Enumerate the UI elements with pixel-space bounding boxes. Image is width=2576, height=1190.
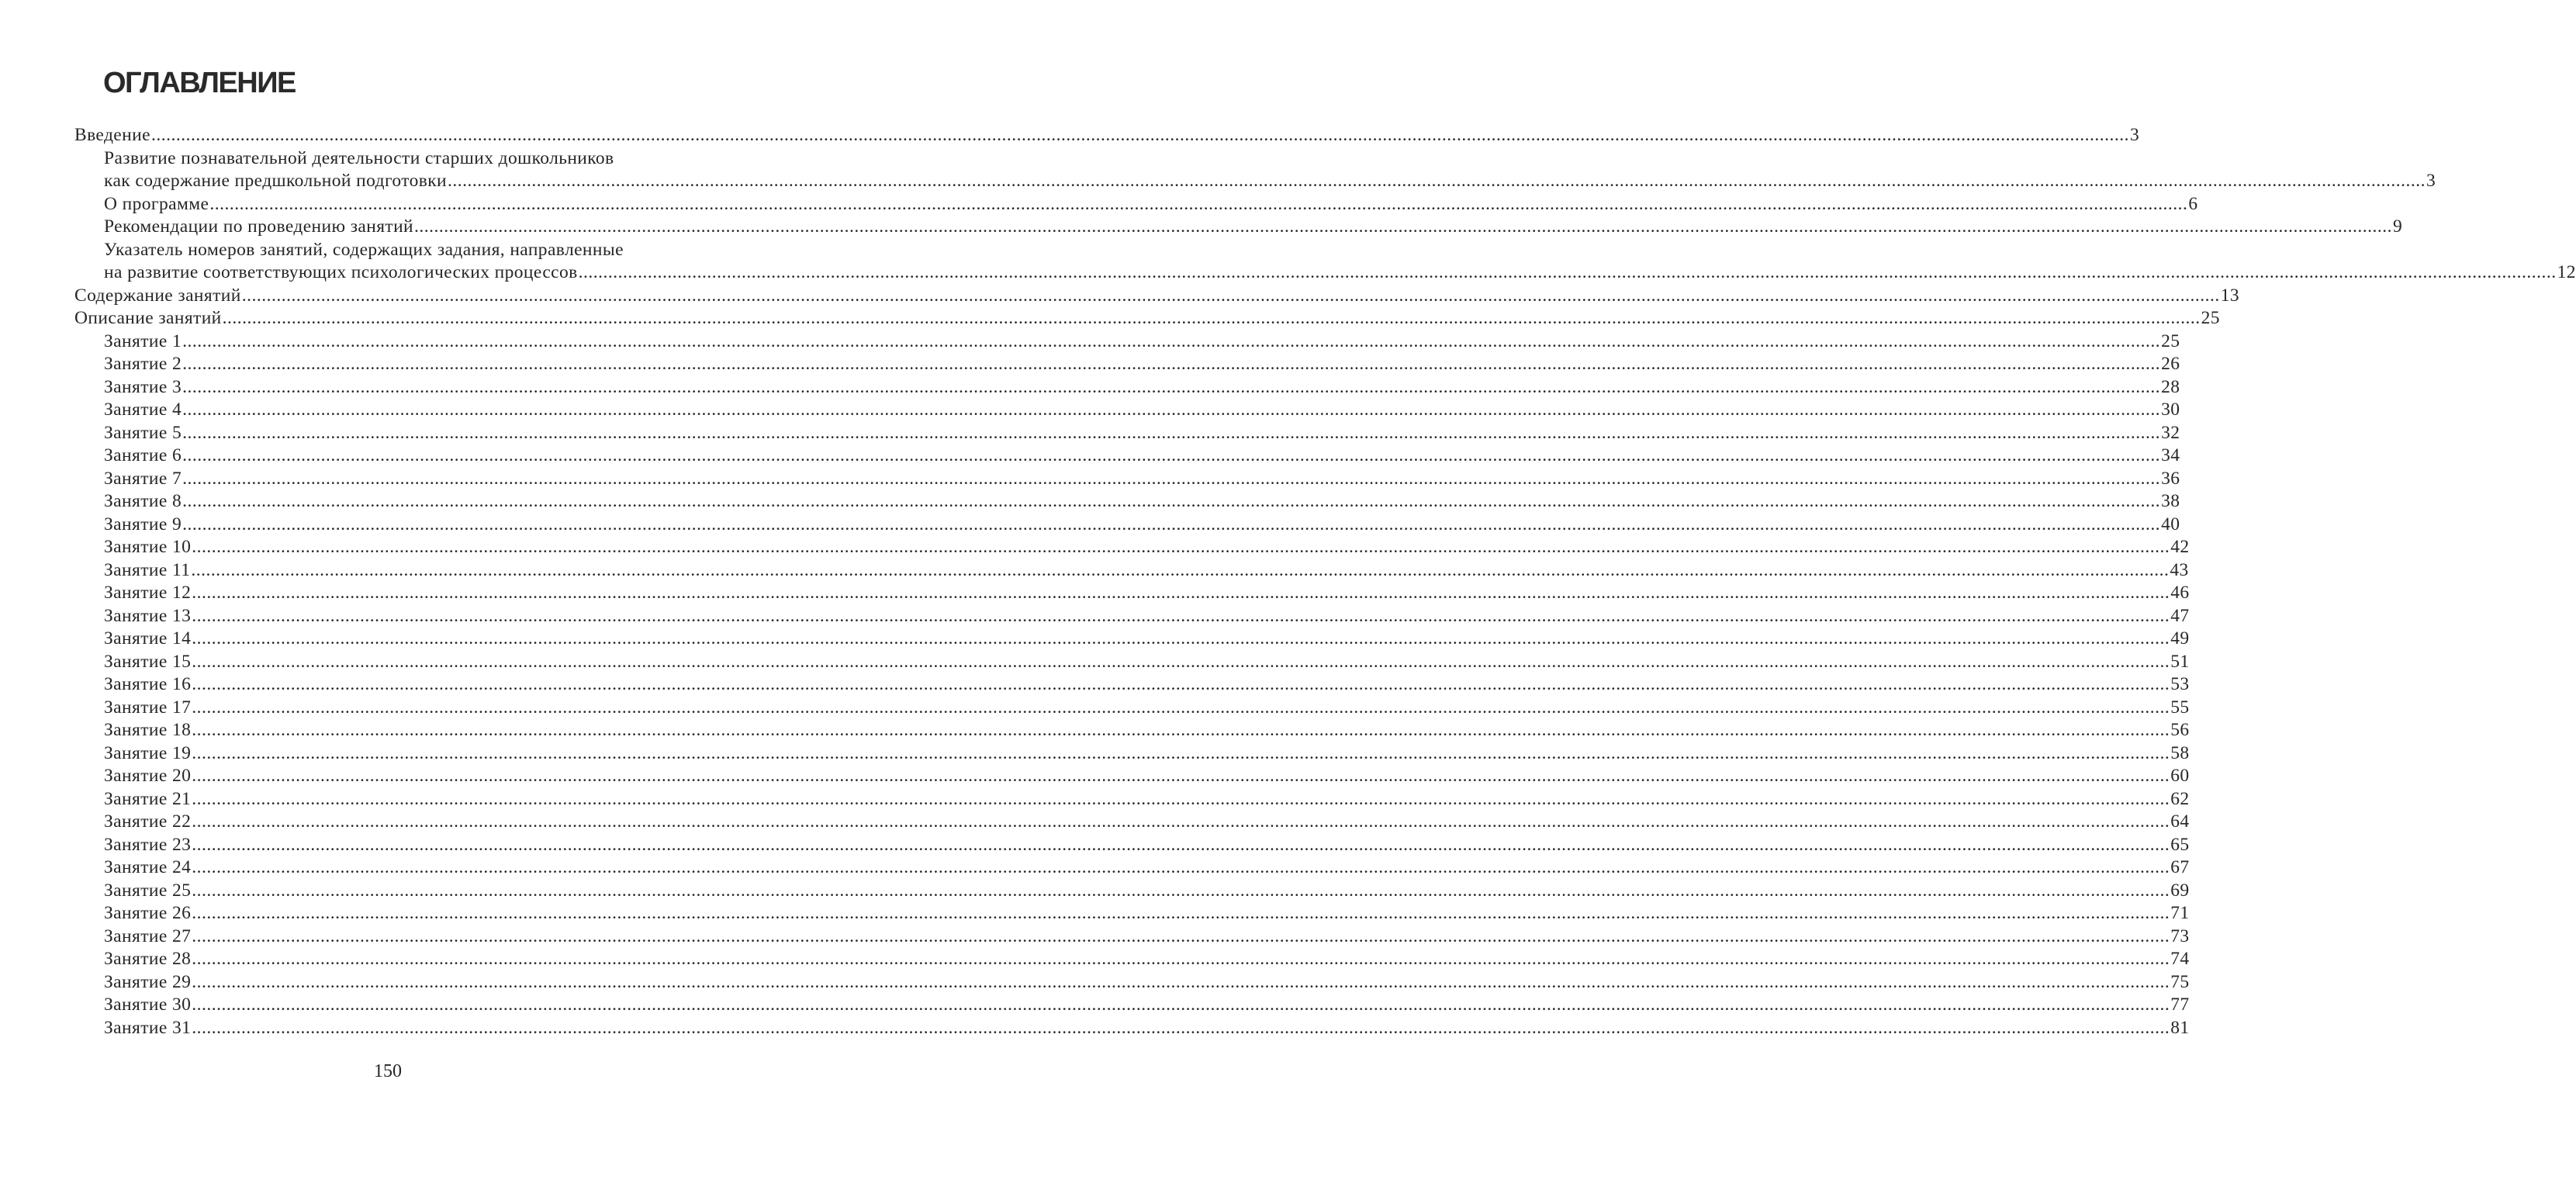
toc-entry-page: 3: [2426, 171, 2436, 191]
toc-entry[interactable]: [74, 697, 2190, 720]
toc-entry[interactable]: [74, 399, 2180, 422]
toc-entry[interactable]: [74, 856, 2190, 880]
toc-entry-title: Занятие 24: [104, 857, 192, 877]
dot-leader: ................................................................................................................................................................................................................................................................................................................................................................................................................: [150, 125, 2129, 145]
toc-entry[interactable]: [74, 307, 2220, 330]
toc-entry-title: Занятие 7: [104, 468, 182, 489]
dot-leader: ................................................................................................................................................................................................................................................................................................................................................................................................................: [578, 262, 2557, 282]
toc-entry[interactable]: [74, 788, 2190, 811]
toc-entry-page: 47: [2170, 605, 2190, 626]
toc-entry[interactable]: [74, 559, 2189, 583]
toc-entry[interactable]: [74, 124, 2140, 147]
toc-entry-page: 43: [2170, 559, 2189, 580]
toc-entry[interactable]: [74, 605, 2190, 628]
toc-entry-page: 28: [2161, 376, 2180, 397]
toc-entry[interactable]: [74, 490, 2180, 514]
toc-entry-page: 6: [2188, 193, 2198, 214]
dot-leader: ................................................................................................................................................................................................................................................................................................................................................................................................................: [192, 720, 2170, 740]
toc-entry-page: 56: [2170, 720, 2190, 740]
toc-entry-page: 9: [2393, 216, 2403, 237]
table-of-contents: [74, 124, 2576, 1040]
toc-entry-title: Занятие 29: [104, 971, 192, 992]
dot-leader: ................................................................................................................................................................................................................................................................................................................................................................................................................: [192, 766, 2170, 786]
dot-leader: ................................................................................................................................................................................................................................................................................................................................................................................................................: [182, 468, 2161, 489]
toc-entry[interactable]: [74, 948, 2190, 971]
toc-entry[interactable]: [74, 994, 2190, 1017]
toc-entry-page: 77: [2170, 995, 2190, 1015]
toc-entry-title: на развитие соответствующих психологических процессов: [104, 262, 578, 282]
toc-entry[interactable]: [74, 811, 2190, 834]
toc-entry-page: 32: [2161, 422, 2180, 443]
toc-entry-page: 69: [2170, 880, 2190, 901]
toc-entry-title: Занятие 4: [104, 400, 182, 420]
toc-entry[interactable]: [74, 765, 2190, 788]
toc-entry-title: Занятие 14: [104, 628, 192, 649]
toc-entry-page: 55: [2170, 697, 2190, 718]
toc-entry-page: 65: [2170, 834, 2190, 855]
toc-entry[interactable]: [74, 285, 2240, 308]
toc-entry-title: Занятие 30: [104, 995, 192, 1015]
toc-entry-page: 58: [2170, 742, 2190, 763]
toc-entry[interactable]: [74, 719, 2190, 742]
toc-entry[interactable]: [74, 834, 2190, 857]
dot-leader: ................................................................................................................................................................................................................................................................................................................................................................................................................: [209, 193, 2188, 214]
toc-entry-page: 46: [2170, 583, 2190, 603]
toc-entry-page: 53: [2170, 674, 2190, 694]
toc-entry[interactable]: [74, 193, 2198, 216]
page-number: 150: [374, 1061, 402, 1081]
toc-entry[interactable]: [74, 445, 2180, 468]
dot-leader: ................................................................................................................................................................................................................................................................................................................................................................................................................: [241, 285, 2220, 306]
toc-entry-title: Введение: [74, 125, 150, 145]
toc-entry-title: Занятие 15: [104, 651, 192, 672]
toc-entry-page: 3: [2129, 125, 2140, 145]
toc-entry-title: Занятие 21: [104, 788, 192, 809]
toc-entry-page: 30: [2161, 400, 2180, 420]
dot-leader: ................................................................................................................................................................................................................................................................................................................................................................................................................: [414, 216, 2393, 237]
toc-entry-title: Занятие 25: [104, 880, 192, 901]
dot-leader: ................................................................................................................................................................................................................................................................................................................................................................................................................: [192, 903, 2170, 923]
dot-leader: ................................................................................................................................................................................................................................................................................................................................................................................................................: [192, 857, 2170, 877]
toc-entry[interactable]: [74, 673, 2190, 697]
dot-leader: ................................................................................................................................................................................................................................................................................................................................................................................................................: [192, 583, 2170, 603]
toc-entry-title: О программе: [104, 193, 209, 214]
dot-leader: ................................................................................................................................................................................................................................................................................................................................................................................................................: [192, 788, 2170, 809]
toc-entry-page: 67: [2170, 857, 2190, 877]
toc-entry-title: Занятие 19: [104, 742, 192, 763]
toc-entry-title: Занятие 9: [104, 514, 182, 534]
toc-entry-lead-line: Указатель номеров занятий, содержащих задания, направленные: [104, 239, 624, 260]
toc-entry[interactable]: [74, 170, 2436, 193]
dot-leader: ................................................................................................................................................................................................................................................................................................................................................................................................................: [192, 742, 2170, 763]
toc-entry-title: Занятие 13: [104, 605, 192, 626]
dot-leader: ................................................................................................................................................................................................................................................................................................................................................................................................................: [192, 605, 2170, 626]
toc-entry-title: Занятие 28: [104, 949, 192, 969]
dot-leader: ................................................................................................................................................................................................................................................................................................................................................................................................................: [182, 330, 2161, 351]
toc-entry-title: Занятие 2: [104, 354, 182, 374]
toc-entry-lead-line: Развитие познавательной деятельности старших дошкольников: [104, 147, 614, 168]
dot-leader: ................................................................................................................................................................................................................................................................................................................................................................................................................: [182, 514, 2161, 534]
dot-leader: ................................................................................................................................................................................................................................................................................................................................................................................................................: [182, 354, 2161, 374]
toc-entry-page: 25: [2201, 308, 2220, 328]
toc-entry-title: Занятие 16: [104, 674, 192, 694]
dot-leader: ................................................................................................................................................................................................................................................................................................................................................................................................................: [182, 422, 2161, 443]
toc-entry[interactable]: [74, 514, 2180, 537]
toc-entry[interactable]: [74, 925, 2190, 949]
toc-entry-page: 73: [2170, 925, 2190, 946]
dot-leader: ................................................................................................................................................................................................................................................................................................................................................................................................................: [192, 834, 2170, 855]
toc-entry[interactable]: [74, 353, 2180, 376]
dot-leader: ................................................................................................................................................................................................................................................................................................................................................................................................................: [192, 995, 2170, 1015]
dot-leader: ................................................................................................................................................................................................................................................................................................................................................................................................................: [192, 949, 2170, 969]
dot-leader: ................................................................................................................................................................................................................................................................................................................................................................................................................: [192, 537, 2170, 557]
toc-entry[interactable]: [74, 651, 2190, 674]
toc-entry-title: Занятие 23: [104, 834, 192, 855]
toc-entry-page: 71: [2170, 903, 2190, 923]
toc-entry-page: 60: [2170, 766, 2190, 786]
toc-entry-page: 75: [2170, 971, 2190, 992]
toc-entry-page: 51: [2170, 651, 2190, 672]
toc-entry-page: 81: [2170, 1017, 2190, 1038]
toc-entry-title: Занятие 6: [104, 445, 182, 465]
toc-entry-page: 25: [2161, 330, 2180, 351]
toc-entry-title: Занятие 20: [104, 766, 192, 786]
dot-leader: ................................................................................................................................................................................................................................................................................................................................................................................................................: [182, 445, 2161, 465]
toc-entry[interactable]: [74, 468, 2180, 491]
toc-entry-title: Занятие 10: [104, 537, 192, 557]
toc-entry[interactable]: [74, 1017, 2190, 1040]
toc-entry-title: Описание занятий: [74, 308, 222, 328]
toc-entry-title: Занятие 8: [104, 491, 182, 511]
toc-entry[interactable]: [74, 216, 2403, 239]
toc-entry-title: Содержание занятий: [74, 285, 241, 306]
toc-entry-title: Занятие 26: [104, 903, 192, 923]
toc-entry-title: Занятие 1: [104, 330, 182, 351]
toc-entry-page: 74: [2170, 949, 2190, 969]
toc-entry-page: 12: [2557, 262, 2576, 282]
toc-entry[interactable]: [74, 376, 2180, 400]
toc-entry-title: Занятие 31: [104, 1017, 192, 1038]
toc-entry-title: Занятие 11: [104, 559, 191, 580]
toc-entry-page: 62: [2170, 788, 2190, 809]
dot-leader: ................................................................................................................................................................................................................................................................................................................................................................................................................: [192, 1017, 2170, 1038]
dot-leader: ................................................................................................................................................................................................................................................................................................................................................................................................................: [192, 925, 2170, 946]
toc-entry-page: 64: [2170, 811, 2190, 832]
toc-entry-page: 38: [2161, 491, 2180, 511]
dot-leader: ................................................................................................................................................................................................................................................................................................................................................................................................................: [192, 971, 2170, 992]
dot-leader: ................................................................................................................................................................................................................................................................................................................................................................................................................: [192, 880, 2170, 901]
toc-entry-page: 40: [2161, 514, 2180, 534]
toc-entry-title: как содержание предшкольной подготовки: [104, 171, 448, 191]
toc-entry[interactable]: [74, 536, 2190, 559]
toc-entry[interactable]: [74, 261, 2576, 285]
toc-entry-title: Занятие 12: [104, 583, 192, 603]
dot-leader: ................................................................................................................................................................................................................................................................................................................................................................................................................: [191, 559, 2170, 580]
toc-entry[interactable]: [74, 628, 2190, 651]
toc-entry[interactable]: [74, 971, 2190, 995]
dot-leader: ................................................................................................................................................................................................................................................................................................................................................................................................................: [182, 400, 2161, 420]
toc-entry-page: 42: [2170, 537, 2190, 557]
toc-entry[interactable]: [74, 422, 2180, 445]
toc-entry-page: 49: [2170, 628, 2190, 649]
toc-entry-title: Занятие 17: [104, 697, 192, 718]
dot-leader: ................................................................................................................................................................................................................................................................................................................................................................................................................: [192, 674, 2170, 694]
toc-entry[interactable]: [74, 742, 2190, 766]
toc-entry-title: Занятие 18: [104, 720, 192, 740]
toc-entry-page: 36: [2161, 468, 2180, 489]
toc-entry[interactable]: [74, 902, 2190, 925]
dot-leader: ................................................................................................................................................................................................................................................................................................................................................................................................................: [448, 171, 2426, 191]
toc-entry-title: Занятие 3: [104, 376, 182, 397]
toc-entry-page: 13: [2220, 285, 2240, 306]
dot-leader: ................................................................................................................................................................................................................................................................................................................................................................................................................: [192, 811, 2170, 832]
toc-entry-title: Занятие 27: [104, 925, 192, 946]
toc-entry[interactable]: [74, 880, 2190, 903]
dot-leader: ................................................................................................................................................................................................................................................................................................................................................................................................................: [222, 308, 2201, 328]
toc-entry-title: Рекомендации по проведению занятий: [104, 216, 414, 237]
dot-leader: ................................................................................................................................................................................................................................................................................................................................................................................................................: [192, 651, 2170, 672]
toc-entry[interactable]: [74, 330, 2180, 354]
toc-entry-page: 26: [2161, 354, 2180, 374]
page-title: ОГЛАВЛЕНИЕ: [103, 67, 296, 99]
dot-leader: ................................................................................................................................................................................................................................................................................................................................................................................................................: [182, 376, 2161, 397]
toc-entry-page: 34: [2161, 445, 2180, 465]
dot-leader: ................................................................................................................................................................................................................................................................................................................................................................................................................: [182, 491, 2161, 511]
toc-entry-title: Занятие 22: [104, 811, 192, 832]
dot-leader: ................................................................................................................................................................................................................................................................................................................................................................................................................: [192, 697, 2170, 718]
toc-entry-title: Занятие 5: [104, 422, 182, 443]
toc-entry[interactable]: [74, 582, 2190, 605]
dot-leader: ................................................................................................................................................................................................................................................................................................................................................................................................................: [192, 628, 2170, 649]
